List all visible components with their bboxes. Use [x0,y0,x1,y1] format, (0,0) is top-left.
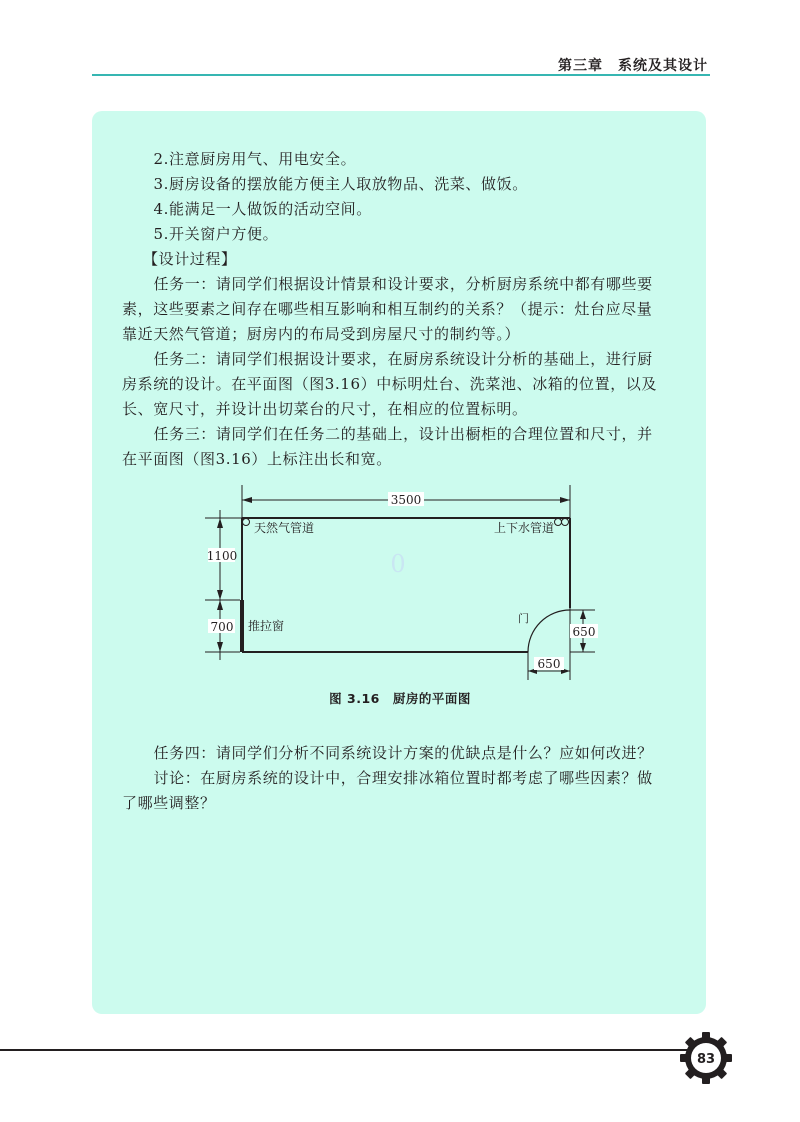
upper-height-label: 1100 [206,549,238,563]
page-number: 83 [696,1052,716,1067]
task-2: 任务二：请同学们根据设计要求，在厨房系统设计分析的基础上，进行厨房系统的设计。在平面图（图3.16）中标明灶台、洗菜池、冰箱的位置，以及长、宽尺寸，并设计出切菜台的尺寸，在相应的位置标明。 [122,350,658,418]
process-heading: 【设计过程】 [143,250,237,268]
gas-pipe-icon [243,519,250,526]
door-label: 门 [518,612,529,625]
arrow-up-2 [217,600,223,610]
requirement-2: 2.注意厨房用气、用电安全。 [153,150,357,168]
task-4: 任务四：请同学们分析不同系统设计方案的优缺点是什么？应如何改进？ [153,744,653,762]
water-pipe-icon-1 [555,519,562,526]
gas-pipe-label: 天然气管道 [254,521,315,535]
task-3: 任务三：请同学们在任务二的基础上，设计出橱柜的合理位置和尺寸，并在平面图（图3.16）上标注出长和宽。 [122,425,653,468]
door-v-arrow-down [580,643,586,652]
section-label: 系统及其设计 [618,58,708,74]
footer-rule [0,1049,688,1051]
discussion: 讨论：在厨房系统的设计中，合理安排冰箱位置时都考虑了哪些因素？做了哪些调整？ [122,769,653,812]
requirement-3: 3.厨房设备的摆放能方便主人取放物品、洗菜、做饭。 [153,175,528,193]
running-header [558,55,708,75]
center-mark: 0 [390,550,406,578]
arrow-left [242,497,252,503]
chapter-label: 第三章 [558,58,603,74]
arrow-down-2 [217,642,223,652]
width-label: 3500 [390,493,422,507]
header-rule [92,74,710,76]
window-height-label: 700 [210,620,234,634]
kitchen-floor-plan [200,480,600,685]
figure-caption: 图 3.16 厨房的平面图 [329,691,471,706]
task-1: 任务一：请同学们根据设计情景和设计要求，分析厨房系统中都有哪些要素，这些要素之间存在哪些相互影响和相互制约的关系？（提示：灶台应尽量靠近天然气管道；厨房内的布局受到房屋尺寸的制约等。） [122,275,653,343]
arrow-right [560,497,570,503]
page-number-gear [678,1030,734,1086]
requirement-5: 5.开关窗户方便。 [153,225,279,243]
window-label: 推拉窗 [248,619,285,633]
top-text-block [122,147,667,472]
door-v-label: 650 [572,625,596,639]
arrow-down-1 [217,590,223,600]
requirement-4: 4.能满足一人做饭的活动空间。 [153,200,372,218]
door-v-arrow-up [580,610,586,619]
water-pipe-icon-2 [562,519,569,526]
door-swing-arc [528,610,570,652]
door-h-label: 650 [537,657,561,671]
arrow-up-1 [217,518,223,528]
bottom-text-block [122,741,667,816]
water-pipe-label: 上下水管道 [493,521,554,535]
